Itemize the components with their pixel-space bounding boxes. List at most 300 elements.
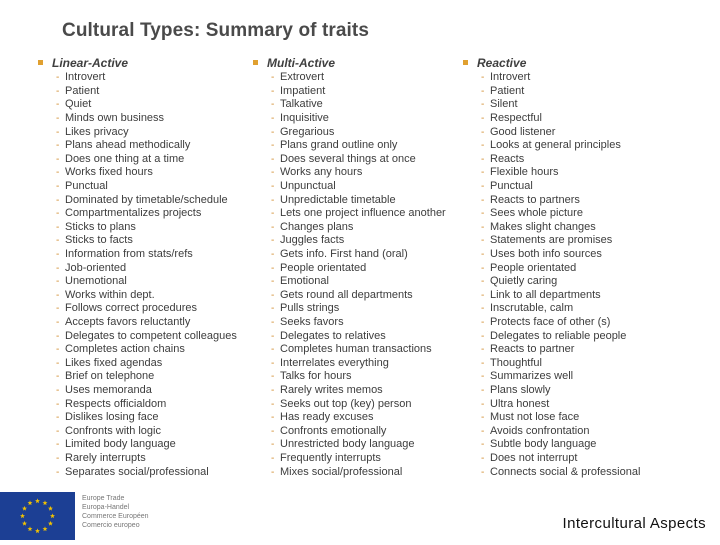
dash-bullet-icon: - — [481, 235, 485, 247]
dash-bullet-icon: - — [481, 289, 485, 301]
trait-text: Plans ahead methodically — [65, 139, 191, 152]
trait-text: Completes human transactions — [280, 343, 432, 356]
trait-item — [253, 370, 468, 384]
dash-bullet-icon: - — [271, 167, 275, 179]
dash-bullet-icon: - — [481, 316, 485, 328]
trait-item — [463, 452, 693, 466]
dash-bullet-icon: - — [271, 221, 275, 233]
trait-item — [463, 207, 693, 221]
dash-bullet-icon: - — [56, 249, 60, 261]
trait-text: Interrelates everything — [280, 356, 389, 369]
trait-text: Avoids confrontation — [490, 424, 590, 437]
trait-item — [38, 139, 248, 153]
trait-item — [253, 166, 468, 180]
trait-text: Lets one project influence another — [280, 207, 446, 220]
dash-bullet-icon: - — [271, 412, 275, 424]
trait-item — [463, 112, 693, 126]
trait-text: Rarely interrupts — [65, 451, 146, 464]
trait-text: Quietly caring — [490, 275, 558, 288]
trait-text: Delegates to relatives — [280, 329, 386, 342]
trait-item — [253, 248, 468, 262]
trait-text: People orientated — [490, 261, 577, 274]
trait-text: Gets round all departments — [280, 288, 413, 301]
trait-text: Frequently interrupts — [280, 451, 381, 464]
trait-text: Gets info. First hand (oral) — [280, 248, 408, 261]
dash-bullet-icon: - — [271, 249, 275, 261]
trait-item — [463, 289, 693, 303]
trait-item — [38, 343, 248, 357]
trait-item — [463, 180, 693, 194]
trait-item — [38, 98, 248, 112]
trait-item — [463, 85, 693, 99]
trait-item — [253, 411, 468, 425]
dash-bullet-icon: - — [271, 113, 275, 125]
trait-text: Patient — [490, 84, 525, 97]
trait-text: Seeks out top (key) person — [280, 397, 412, 410]
trait-text: Makes slight changes — [490, 220, 596, 233]
trait-text: Does several things at once — [280, 152, 416, 165]
trait-text: Job-oriented — [65, 261, 127, 274]
trait-item — [253, 112, 468, 126]
dash-bullet-icon: - — [271, 466, 275, 478]
trait-item — [463, 71, 693, 85]
dash-bullet-icon: - — [271, 126, 275, 138]
dash-bullet-icon: - — [271, 208, 275, 220]
trait-text: Emotional — [280, 275, 329, 288]
dash-bullet-icon: - — [481, 262, 485, 274]
trait-text: Accepts favors reluctantly — [65, 315, 191, 328]
trait-text: Protects face of other (s) — [490, 315, 611, 328]
trait-list — [38, 71, 248, 479]
dash-bullet-icon: - — [56, 235, 60, 247]
dash-bullet-icon: - — [56, 357, 60, 369]
dash-bullet-icon: - — [481, 425, 485, 437]
trait-item — [38, 234, 248, 248]
trait-text: Dislikes losing face — [65, 411, 159, 424]
trait-item — [463, 193, 693, 207]
square-bullet-icon — [463, 60, 468, 65]
trait-text: Does not interrupt — [490, 451, 578, 464]
column-heading — [38, 55, 248, 70]
dash-bullet-icon: - — [56, 194, 60, 206]
trait-text: Summarizes well — [490, 370, 574, 383]
dash-bullet-icon: - — [271, 289, 275, 301]
dash-bullet-icon: - — [481, 167, 485, 179]
star-icon — [48, 506, 53, 511]
trait-item — [38, 316, 248, 330]
dash-bullet-icon: - — [481, 357, 485, 369]
trait-text: Respects officialdom — [65, 397, 167, 410]
trait-text: Seeks favors — [280, 315, 344, 328]
trait-item — [38, 153, 248, 167]
dash-bullet-icon: - — [56, 153, 60, 165]
dash-bullet-icon: - — [56, 466, 60, 478]
trait-text: Statements are promises — [490, 234, 613, 247]
trait-text: Has ready excuses — [280, 411, 374, 424]
trait-item — [253, 180, 468, 194]
trait-item — [38, 221, 248, 235]
trait-text: Punctual — [490, 180, 533, 193]
trait-item — [38, 193, 248, 207]
dash-bullet-icon: - — [271, 153, 275, 165]
trait-item — [38, 370, 248, 384]
trait-item — [463, 166, 693, 180]
dash-bullet-icon: - — [56, 85, 60, 97]
trait-item — [253, 98, 468, 112]
dash-bullet-icon: - — [271, 235, 275, 247]
dash-bullet-icon: - — [481, 221, 485, 233]
trait-item — [253, 193, 468, 207]
trait-text: Juggles facts — [280, 234, 345, 247]
trait-item — [253, 125, 468, 139]
trait-text: Impatient — [280, 84, 326, 97]
dash-bullet-icon: - — [481, 439, 485, 451]
dash-bullet-icon: - — [481, 344, 485, 356]
trait-item — [253, 424, 468, 438]
trait-item — [38, 384, 248, 398]
column-heading-label: Reactive — [477, 55, 527, 70]
dash-bullet-icon: - — [481, 371, 485, 383]
trait-item — [463, 98, 693, 112]
eu-logo — [0, 492, 160, 540]
dash-bullet-icon: - — [271, 85, 275, 97]
trait-item — [38, 166, 248, 180]
dash-bullet-icon: - — [56, 289, 60, 301]
dash-bullet-icon: - — [271, 194, 275, 206]
trait-text: Inscrutable, calm — [490, 302, 574, 315]
trait-item — [463, 424, 693, 438]
trait-item — [463, 248, 693, 262]
star-icon — [28, 500, 33, 505]
trait-text: Separates social/professional — [65, 465, 209, 478]
dash-bullet-icon: - — [271, 303, 275, 315]
dash-bullet-icon: - — [56, 167, 60, 179]
star-icon — [43, 526, 48, 531]
trait-item — [38, 112, 248, 126]
trait-text: Respectful — [490, 112, 542, 125]
star-icon — [22, 521, 27, 526]
logo-text-line: Comercio europeo — [82, 522, 140, 529]
dash-bullet-icon: - — [56, 126, 60, 138]
trait-text: Quiet — [65, 98, 92, 111]
dash-bullet-icon: - — [56, 412, 60, 424]
dash-bullet-icon: - — [271, 357, 275, 369]
dash-bullet-icon: - — [481, 99, 485, 111]
trait-text: Ultra honest — [490, 397, 550, 410]
trait-item — [463, 370, 693, 384]
trait-text: Confronts with logic — [65, 424, 161, 437]
trait-item — [463, 411, 693, 425]
dash-bullet-icon: - — [271, 425, 275, 437]
trait-text: Brief on telephone — [65, 370, 155, 383]
trait-text: Mixes social/professional — [280, 465, 403, 478]
trait-text: Sticks to facts — [65, 234, 133, 247]
dash-bullet-icon: - — [56, 262, 60, 274]
dash-bullet-icon: - — [271, 262, 275, 274]
trait-item — [253, 71, 468, 85]
dash-bullet-icon: - — [271, 344, 275, 356]
trait-item — [463, 221, 693, 235]
trait-text: Unemotional — [65, 275, 127, 288]
dash-bullet-icon: - — [481, 249, 485, 261]
trait-text: Completes action chains — [65, 343, 185, 356]
trait-text: Minds own business — [65, 112, 165, 125]
column-multi-active — [253, 55, 468, 479]
trait-item — [463, 465, 693, 479]
trait-item — [38, 289, 248, 303]
trait-text: Works fixed hours — [65, 166, 153, 179]
trait-item — [253, 234, 468, 248]
trait-item — [463, 139, 693, 153]
dash-bullet-icon: - — [56, 99, 60, 111]
trait-item — [253, 139, 468, 153]
trait-item — [38, 207, 248, 221]
trait-item — [253, 221, 468, 235]
eu-flag-icon — [0, 492, 75, 540]
trait-item — [38, 261, 248, 275]
trait-item — [253, 438, 468, 452]
trait-text: People orientated — [280, 261, 367, 274]
dash-bullet-icon: - — [481, 303, 485, 315]
trait-item — [463, 261, 693, 275]
dash-bullet-icon: - — [481, 330, 485, 342]
trait-item — [253, 153, 468, 167]
trait-text: Information from stats/refs — [65, 248, 193, 261]
trait-text: Compartmentalizes projects — [65, 207, 202, 220]
dash-bullet-icon: - — [271, 452, 275, 464]
trait-item — [38, 356, 248, 370]
trait-text: Link to all departments — [490, 288, 601, 301]
dash-bullet-icon: - — [56, 316, 60, 328]
trait-text: Limited body language — [65, 438, 176, 451]
dash-bullet-icon: - — [481, 452, 485, 464]
trait-text: Introvert — [490, 71, 531, 84]
trait-item — [38, 329, 248, 343]
trait-text: Looks at general principles — [490, 139, 621, 152]
trait-text: Uses memoranda — [65, 383, 152, 396]
trait-item — [253, 329, 468, 343]
trait-item — [253, 343, 468, 357]
trait-item — [38, 397, 248, 411]
dash-bullet-icon: - — [56, 398, 60, 410]
column-linear-active — [38, 55, 248, 479]
trait-text: Unpredictable timetable — [280, 193, 396, 206]
trait-text: Uses both info sources — [490, 248, 602, 261]
logo-text-line: Europa-Handel — [82, 504, 130, 511]
dash-bullet-icon: - — [56, 181, 60, 193]
dash-bullet-icon: - — [481, 398, 485, 410]
dash-bullet-icon: - — [56, 72, 60, 84]
trait-item — [463, 329, 693, 343]
dash-bullet-icon: - — [481, 140, 485, 152]
dash-bullet-icon: - — [481, 113, 485, 125]
dash-bullet-icon: - — [481, 72, 485, 84]
dash-bullet-icon: - — [56, 371, 60, 383]
trait-item — [463, 397, 693, 411]
trait-text: Delegates to reliable people — [490, 329, 627, 342]
trait-text: Thoughtful — [490, 356, 542, 369]
trait-item — [253, 384, 468, 398]
trait-text: Talks for hours — [280, 370, 352, 383]
trait-text: Confronts emotionally — [280, 424, 387, 437]
trait-list — [463, 71, 693, 479]
star-icon — [35, 498, 40, 503]
trait-text: Does one thing at a time — [65, 152, 185, 165]
dash-bullet-icon: - — [271, 316, 275, 328]
trait-text: Talkative — [280, 98, 323, 111]
trait-text: Inquisitive — [280, 112, 329, 125]
trait-item — [463, 275, 693, 289]
trait-item — [38, 424, 248, 438]
trait-item — [38, 411, 248, 425]
dash-bullet-icon: - — [56, 208, 60, 220]
trait-item — [463, 356, 693, 370]
trait-item — [253, 465, 468, 479]
trait-text: Unrestricted body language — [280, 438, 415, 451]
dash-bullet-icon: - — [271, 439, 275, 451]
trait-text: Unpunctual — [280, 180, 336, 193]
star-icon — [50, 513, 55, 518]
dash-bullet-icon: - — [481, 126, 485, 138]
dash-bullet-icon: - — [481, 466, 485, 478]
trait-text: Plans grand outline only — [280, 139, 398, 152]
column-heading — [253, 55, 468, 70]
trait-item — [253, 275, 468, 289]
trait-text: Works any hours — [280, 166, 363, 179]
column-heading — [463, 55, 693, 70]
trait-text: Likes privacy — [65, 125, 129, 138]
trait-text: Pulls strings — [280, 302, 340, 315]
logo-text — [82, 494, 149, 530]
trait-text: Good listener — [490, 125, 556, 138]
trait-item — [253, 356, 468, 370]
trait-item — [463, 438, 693, 452]
trait-text: Rarely writes memos — [280, 383, 383, 396]
dash-bullet-icon: - — [271, 276, 275, 288]
trait-item — [253, 207, 468, 221]
column-heading-label: Linear-Active — [52, 55, 129, 70]
trait-item — [463, 316, 693, 330]
dash-bullet-icon: - — [56, 425, 60, 437]
column-reactive — [463, 55, 693, 479]
trait-item — [253, 85, 468, 99]
trait-text: Must not lose face — [490, 411, 580, 424]
slide-title: Cultural Types: Summary of traits — [62, 20, 370, 41]
star-icon — [35, 528, 40, 533]
logo-text-line: Europe Trade — [82, 495, 125, 502]
trait-item — [253, 316, 468, 330]
trait-item — [253, 452, 468, 466]
column-heading-label: Multi-Active — [267, 55, 336, 70]
trait-text: Gregarious — [280, 125, 335, 138]
trait-text: Reacts — [490, 152, 525, 165]
trait-text: Flexible hours — [490, 166, 559, 179]
trait-text: Changes plans — [280, 220, 354, 233]
dash-bullet-icon: - — [271, 181, 275, 193]
dash-bullet-icon: - — [56, 140, 60, 152]
trait-item — [463, 343, 693, 357]
trait-item — [38, 125, 248, 139]
dash-bullet-icon: - — [481, 181, 485, 193]
dash-bullet-icon: - — [481, 412, 485, 424]
trait-text: Reacts to partners — [490, 193, 580, 206]
trait-text: Subtle body language — [490, 438, 597, 451]
logo-text-line: Commerce Européen — [82, 513, 149, 520]
trait-text: Works within dept. — [65, 288, 155, 301]
trait-item — [463, 302, 693, 316]
trait-item — [463, 153, 693, 167]
trait-item — [38, 85, 248, 99]
footer-caption: Intercultural Aspects — [562, 515, 706, 532]
trait-item — [253, 261, 468, 275]
trait-item — [38, 302, 248, 316]
dash-bullet-icon: - — [271, 398, 275, 410]
trait-text: Extrovert — [280, 71, 325, 84]
trait-item — [38, 465, 248, 479]
trait-item — [38, 275, 248, 289]
trait-item — [38, 71, 248, 85]
dash-bullet-icon: - — [56, 452, 60, 464]
square-bullet-icon — [253, 60, 258, 65]
trait-text: Silent — [490, 98, 518, 111]
trait-item — [253, 397, 468, 411]
dash-bullet-icon: - — [271, 330, 275, 342]
dash-bullet-icon: - — [481, 208, 485, 220]
star-icon — [22, 506, 27, 511]
dash-bullet-icon: - — [271, 99, 275, 111]
trait-text: Follows correct procedures — [65, 302, 198, 315]
square-bullet-icon — [38, 60, 43, 65]
trait-text: Sticks to plans — [65, 220, 136, 233]
dash-bullet-icon: - — [56, 344, 60, 356]
trait-text: Delegates to competent colleagues — [65, 329, 237, 342]
trait-item — [253, 289, 468, 303]
dash-bullet-icon: - — [56, 113, 60, 125]
trait-text: Introvert — [65, 71, 106, 84]
trait-item — [38, 438, 248, 452]
dash-bullet-icon: - — [56, 303, 60, 315]
dash-bullet-icon: - — [481, 153, 485, 165]
trait-item — [463, 384, 693, 398]
dash-bullet-icon: - — [56, 221, 60, 233]
dash-bullet-icon: - — [481, 194, 485, 206]
trait-text: Sees whole picture — [490, 207, 583, 220]
trait-text: Reacts to partner — [490, 343, 575, 356]
trait-text: Patient — [65, 84, 100, 97]
trait-item — [463, 125, 693, 139]
dash-bullet-icon: - — [271, 72, 275, 84]
dash-bullet-icon: - — [56, 384, 60, 396]
dash-bullet-icon: - — [56, 330, 60, 342]
star-icon — [43, 500, 48, 505]
dash-bullet-icon: - — [481, 276, 485, 288]
star-icon — [28, 526, 33, 531]
star-icon — [20, 513, 25, 518]
dash-bullet-icon: - — [481, 384, 485, 396]
trait-item — [38, 180, 248, 194]
trait-text: Likes fixed agendas — [65, 356, 163, 369]
trait-text: Connects social & professional — [490, 465, 641, 478]
trait-text: Dominated by timetable/schedule — [65, 193, 228, 206]
trait-item — [38, 452, 248, 466]
dash-bullet-icon: - — [271, 140, 275, 152]
dash-bullet-icon: - — [271, 371, 275, 383]
dash-bullet-icon: - — [481, 85, 485, 97]
trait-item — [253, 302, 468, 316]
trait-item — [38, 248, 248, 262]
dash-bullet-icon: - — [56, 276, 60, 288]
star-icon — [48, 521, 53, 526]
